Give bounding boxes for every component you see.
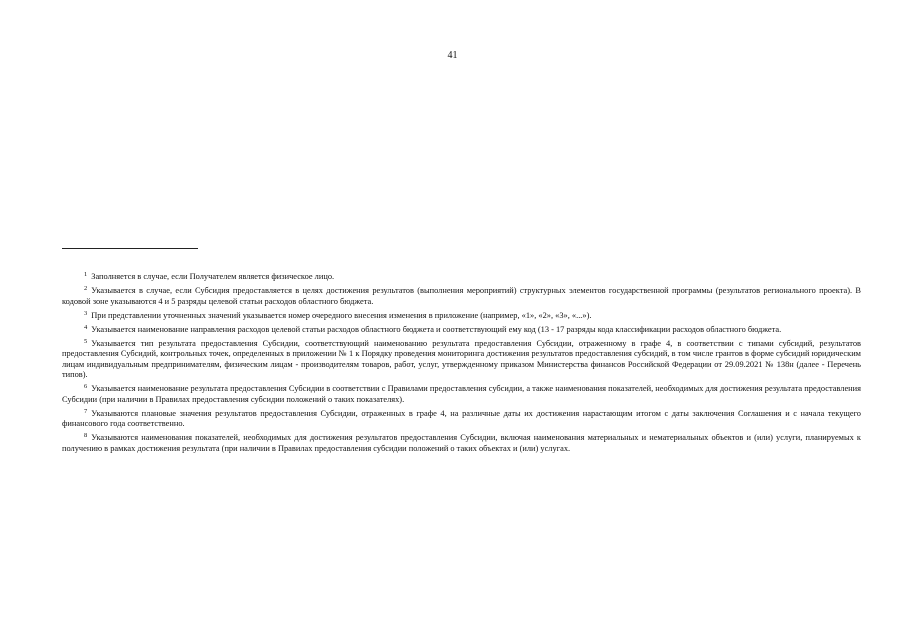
footnote-text: Указывается наименование направления расходов целевой статьи расходов областного бюджета и соответствующий ему код (13 - 17 разряды кода классификации расходов областного бюджета. [91, 324, 782, 334]
footnote-7 [62, 409, 861, 430]
footnote-1 [62, 272, 861, 283]
footnote-text: Указываются наименования показателей, необходимых для достижения результатов предоставления Субсидии, включая наименования материальных и нематериальных объектов и (или) услуги, планируемых к получению в рамках достижения результата (при наличии в Правилах предоставления субсидии положений о таких объектах и (или) услугах. [62, 433, 861, 454]
footnote-mark: 8 [84, 432, 88, 440]
page-number: 41 [447, 50, 458, 61]
footnotes-block [62, 272, 861, 458]
footnote-2 [62, 286, 861, 307]
footnote-mark: 4 [84, 323, 88, 331]
footnote-5 [62, 339, 861, 381]
footnote-text: Указываются плановые значения результатов предоставления Субсидии, отраженных в графе 4, на различные даты их достижения нарастающим итогом с даты заключения Соглашения и с начала текущего финансового года соответственно. [62, 408, 861, 429]
footnote-separator [62, 248, 198, 249]
footnote-mark: 6 [84, 383, 88, 391]
footnote-text: Заполняется в случае, если Получателем является физическое лицо. [91, 272, 335, 281]
footnote-mark: 3 [84, 309, 88, 317]
footnote-text: При представлении уточненных значений указывается номер очередного внесения изменения в приложение (например, «1», «2», «3», «...»). [91, 310, 592, 320]
footnote-mark: 1 [84, 271, 88, 278]
footnote-3 [62, 311, 861, 322]
footnote-mark: 5 [84, 337, 88, 345]
footnote-text: Указывается наименование результата предоставления Субсидии в соответствии с Правилами предоставления субсидии, а также наименования показателей, необходимых для достижения результата предоставления Субсидии (при наличии в Правилах предоставления субсидии положений о таких показателях). [62, 384, 861, 404]
footnote-text: Указывается в случае, если Субсидия предоставляется в целях достижения результатов (выполнения мероприятий) структурных элементов государственной программы (результатов регионального проекта). В кодовой зоне указываются 4 и 5 разряды целевой статьи расходов областного бюджета. [62, 285, 861, 306]
footnote-6 [62, 384, 861, 405]
footnote-4 [62, 325, 861, 336]
footnote-8 [62, 433, 861, 454]
footnote-mark: 7 [84, 407, 88, 415]
footnote-mark: 2 [84, 284, 88, 292]
footnote-text: Указывается тип результата предоставления Субсидии, соответствующий наименованию результата предоставления Субсидии, отраженному в графе 4, в соответствии с типами субсидий, результатов предоставления Субсидий, контрольных точек, определенных в приложении № 1 к Порядку проведения мониторинга достижения результатов предоставления субсидий, в том числе грантов в форме субсидий юридическим лицам индивидуальным предпринимателям, физическим лицам - производителям товаров, работ, услуг, утвержденному приказом Министерства финансов Российской Федерации от 29.09.2021 № 138н (далее - Перечень типов). [62, 338, 861, 380]
